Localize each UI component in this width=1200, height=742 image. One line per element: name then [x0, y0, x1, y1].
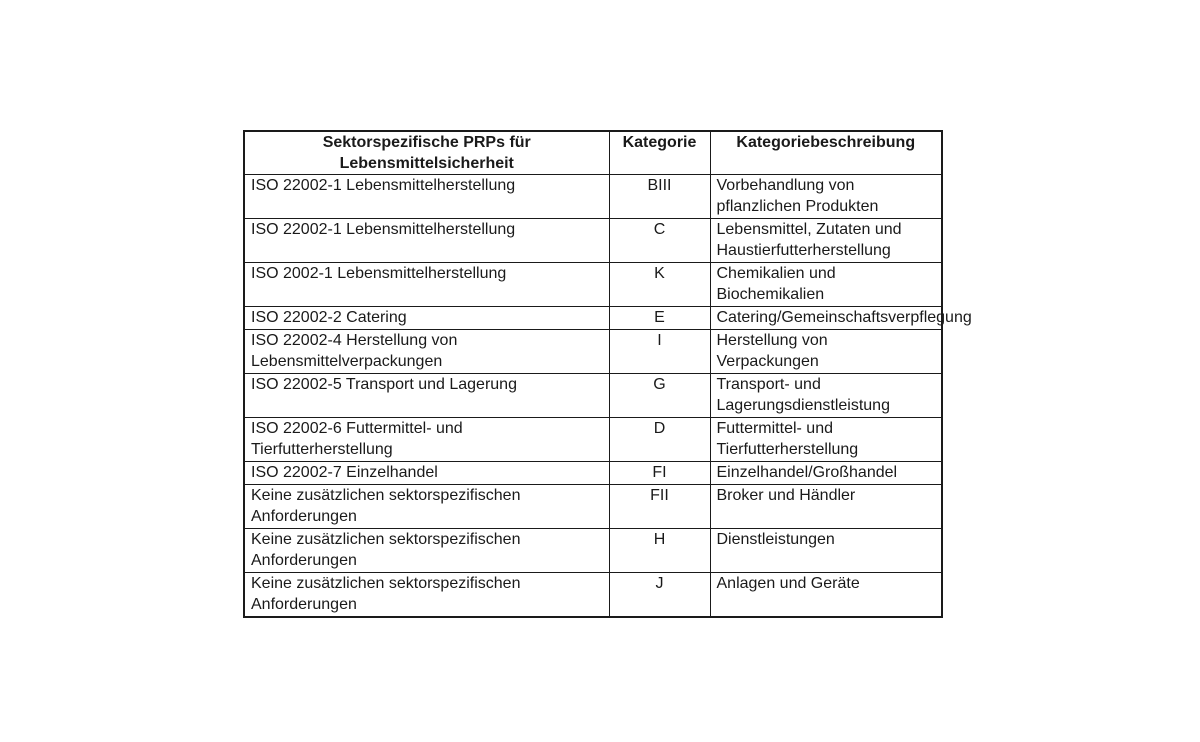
cell-kategoriebeschreibung: Futtermittel- und Tierfutterherstellung — [710, 418, 942, 462]
cell-kategorie: G — [609, 374, 710, 418]
cell-kategoriebeschreibung: Transport- und Lagerungsdienstleistung — [710, 374, 942, 418]
cell-prp: ISO 22002-6 Futtermittel- und Tierfutterherstellung — [244, 418, 609, 462]
table-row — [244, 462, 942, 485]
cell-kategorie: BIII — [609, 175, 710, 219]
cell-prp: ISO 22002-7 Einzelhandel — [244, 462, 609, 485]
cell-kategorie: H — [609, 529, 710, 573]
cell-kategoriebeschreibung: Lebensmittel, Zutaten und Haustierfutterherstellung — [710, 219, 942, 263]
table-row — [244, 175, 942, 219]
cell-kategorie: D — [609, 418, 710, 462]
cell-prp: ISO 22002-1 Lebensmittelherstellung — [244, 175, 609, 219]
cell-prp: ISO 22002-1 Lebensmittelherstellung — [244, 219, 609, 263]
cell-kategorie: K — [609, 263, 710, 307]
table-row — [244, 219, 942, 263]
cell-kategoriebeschreibung: Vorbehandlung von pflanzlichen Produkten — [710, 175, 942, 219]
cell-prp: Keine zusätzlichen sektorspezifischen Anforderungen — [244, 485, 609, 529]
prp-category-table — [243, 130, 972, 618]
cell-prp: ISO 22002-2 Catering — [244, 307, 609, 330]
cell-kategorie: C — [609, 219, 710, 263]
cell-kategoriebeschreibung: Herstellung von Verpackungen — [710, 330, 942, 374]
cell-prp: Keine zusätzlichen sektorspezifischen Anforderungen — [244, 573, 609, 618]
cell-kategoriebeschreibung: Chemikalien und Biochemikalien — [710, 263, 942, 307]
table-row — [244, 330, 942, 374]
cell-prp: Keine zusätzlichen sektorspezifischen Anforderungen — [244, 529, 609, 573]
cell-kategoriebeschreibung: Anlagen und Geräte — [710, 573, 942, 618]
table-row — [244, 529, 942, 573]
cell-kategoriebeschreibung: Einzelhandel/Großhandel — [710, 462, 942, 485]
header-kategoriebeschreibung: Kategoriebeschreibung — [710, 131, 942, 175]
table-body — [244, 175, 972, 618]
cell-kategorie: FII — [609, 485, 710, 529]
cell-kategorie: E — [609, 307, 710, 330]
cell-kategoriebeschreibung: Catering/Gemeinschaftsverpflegung — [710, 307, 942, 330]
table-row — [244, 485, 942, 529]
table-row — [244, 573, 942, 618]
cell-prp: ISO 22002-5 Transport und Lagerung — [244, 374, 609, 418]
cell-kategorie: FI — [609, 462, 710, 485]
cell-kategoriebeschreibung: Broker und Händler — [710, 485, 942, 529]
header-kategorie: Kategorie — [609, 131, 710, 175]
table-row — [244, 374, 942, 418]
cell-kategorie: J — [609, 573, 710, 618]
cell-kategorie: I — [609, 330, 710, 374]
cell-prp: ISO 2002-1 Lebensmittelherstellung — [244, 263, 609, 307]
cell-prp: ISO 22002-4 Herstellung von Lebensmittelverpackungen — [244, 330, 609, 374]
header-sektorspezifische-prps: Sektorspezifische PRPs für Lebensmittelsicherheit — [244, 131, 609, 175]
table-row — [244, 307, 942, 330]
table-row — [244, 418, 942, 462]
table-row — [244, 263, 942, 307]
cell-kategoriebeschreibung: Dienstleistungen — [710, 529, 942, 573]
table-header-row — [244, 131, 942, 175]
